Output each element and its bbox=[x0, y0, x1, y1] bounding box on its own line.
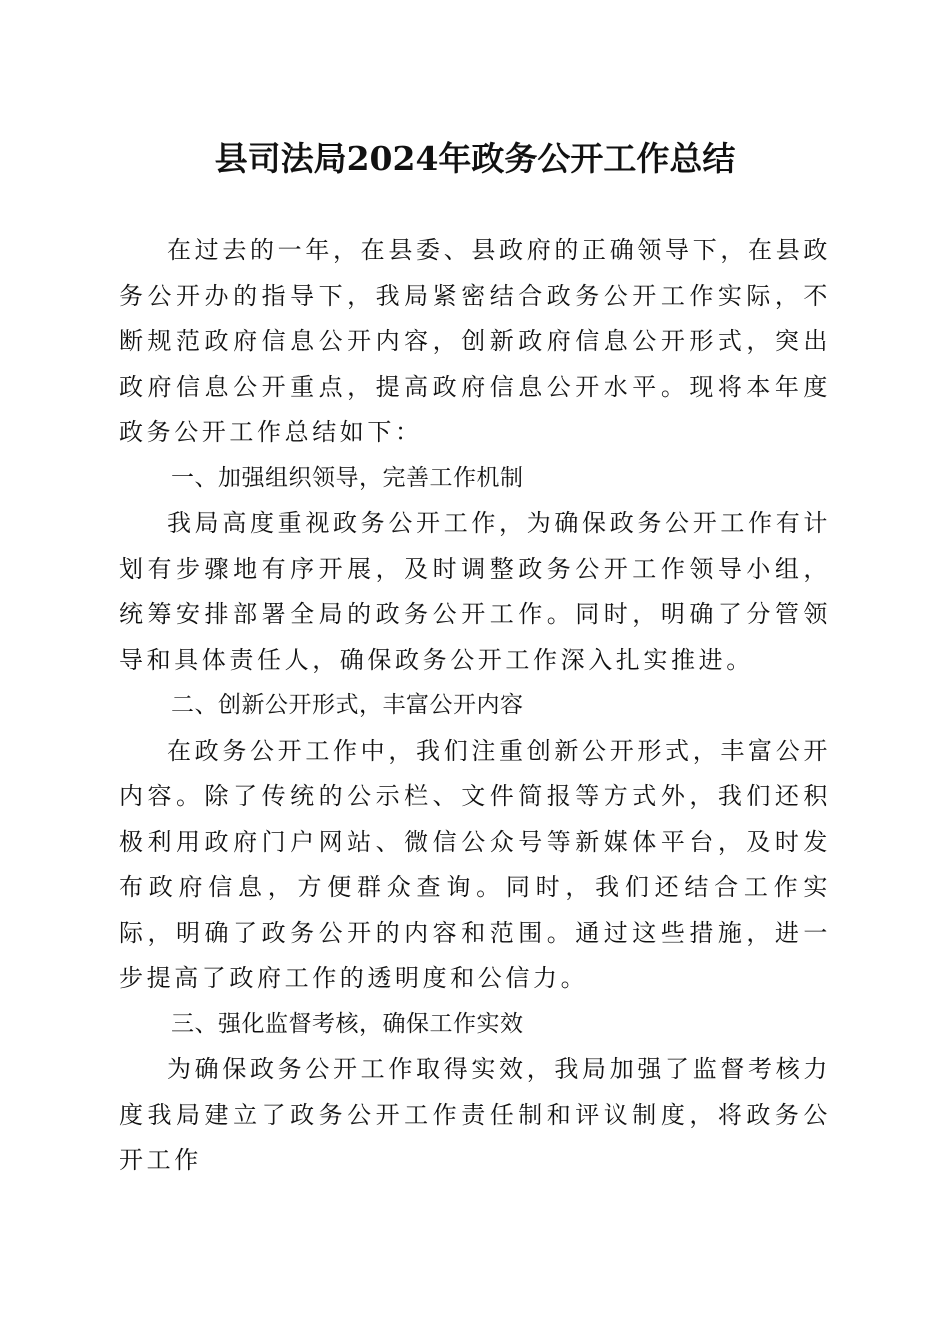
section-paragraph-2: 在政务公开工作中，我们注重创新公开形式，丰富公开内容。除了传统的公示栏、文件简报等方式外，我们还积极利用政府门户网站、微信公众号等新媒体平台，及时发布政府信息，方便群众查询。同时，我们还结合工作实际，明确了政务公开的内容和范围。通过这些措施，进一步提高了政府工作的透明度和公信力。 bbox=[119, 736, 831, 992]
section-paragraph-3: 为确保政务公开工作取得实效，我局加强了监督考核力度我局建立了政务公开工作责任制和评议制度，将政务公开工作 bbox=[119, 1055, 831, 1174]
document-body bbox=[119, 228, 831, 1184]
section-heading-1: 一、加强组织领导，完善工作机制 bbox=[171, 464, 524, 491]
intro-paragraph: 在过去的一年，在县委、县政府的正确领导下，在县政务公开办的指导下，我局紧密结合政务公开工作实际，不断规范政府信息公开内容，创新政府信息公开形式，突出政府信息公开重点，提高政府信息公开水平。现将本年度政务公开工作总结如下： bbox=[119, 236, 831, 446]
document-title: 县司法局2024年政务公开工作总结 bbox=[214, 139, 736, 178]
section-paragraph-1: 我局高度重视政务公开工作，为确保政务公开工作有计划有步骤地有序开展，及时调整政务公开工作领导小组，统筹安排部署全局的政务公开工作。同时，明确了分管领导和具体责任人，确保政务公开工作深入扎实推进。 bbox=[119, 509, 831, 674]
section-heading-2: 二、创新公开形式，丰富公开内容 bbox=[171, 692, 524, 718]
section-heading-3: 三、强化监督考核，确保工作实效 bbox=[171, 1010, 524, 1037]
